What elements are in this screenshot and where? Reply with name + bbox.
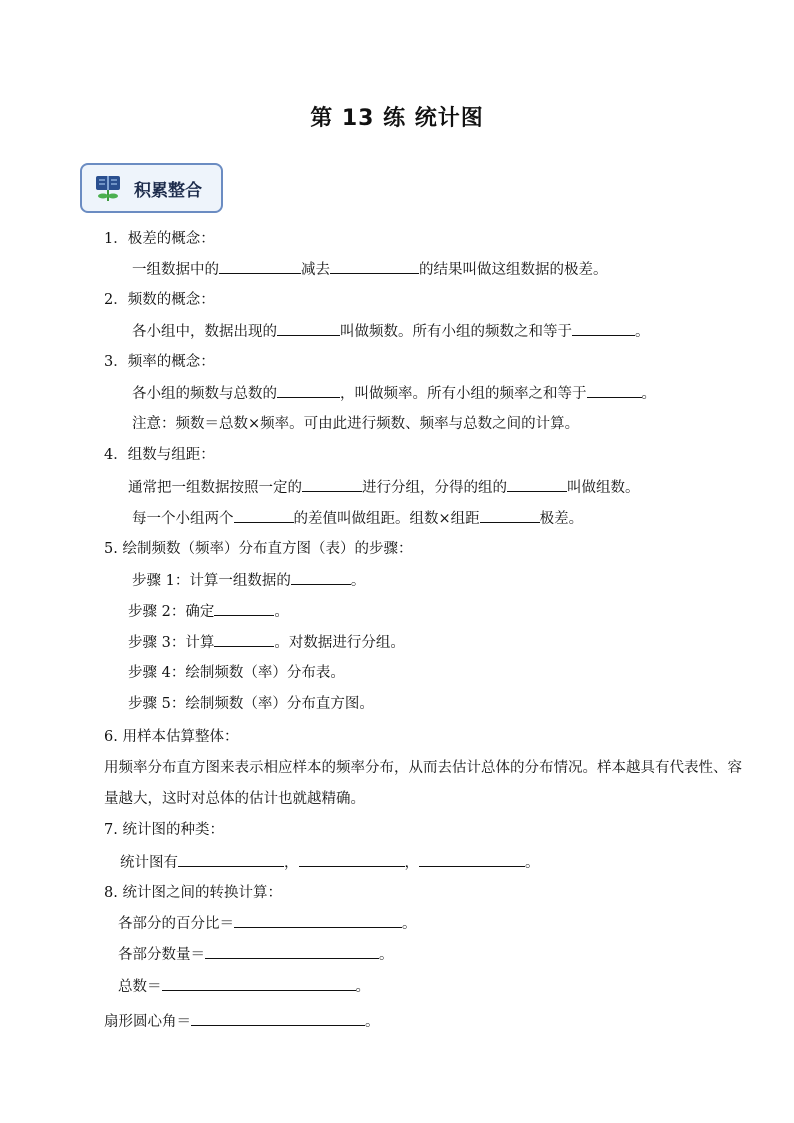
item-6-paragraph-line-1: 用频率分布直方图来表示相应样本的频率分布，从而去估计总体的分布情况。样本越具有代表性、容 xyxy=(104,760,742,776)
page-title: 第 13 练 统计图 xyxy=(310,106,484,131)
item-7-end: 。 xyxy=(525,855,540,871)
item-7-text: 统计图有 xyxy=(120,855,178,871)
item-7-blank-3[interactable] xyxy=(419,852,525,867)
item-5-step-3 xyxy=(128,632,405,653)
item-8-quantity-line xyxy=(118,944,394,965)
item-2-line xyxy=(132,321,650,342)
item-7-heading: 7. 统计图的种类： xyxy=(104,822,224,838)
item-3-text-b: ，叫做频率。所有小组的频率之和等于 xyxy=(340,386,587,402)
item-4-blank-4[interactable] xyxy=(480,508,540,523)
item-3-text-c: 。 xyxy=(641,386,656,402)
section-badge-label: 积累整合 xyxy=(134,181,202,201)
item-5-step-1-end: 。 xyxy=(350,573,366,589)
item-8-total-line xyxy=(118,976,370,997)
item-8-percent-blank[interactable] xyxy=(234,913,402,928)
item-3-heading: 3．频率的概念： xyxy=(104,354,215,370)
item-7-line xyxy=(120,852,540,873)
item-4-heading: 4．组数与组距： xyxy=(104,447,215,463)
item-1-blank-2[interactable] xyxy=(330,259,419,274)
item-4-line-1 xyxy=(128,477,640,498)
item-8-quantity-text: 各部分数量＝ xyxy=(118,947,205,963)
item-4-text-a: 通常把一组数据按照一定的 xyxy=(128,480,302,496)
item-2-blank-2[interactable] xyxy=(572,321,635,336)
item-7-sep-2: ， xyxy=(404,855,419,871)
item-8-total-blank[interactable] xyxy=(162,976,356,991)
item-8-heading: 8. 统计图之间的转换计算： xyxy=(104,885,282,901)
item-8-angle-blank[interactable] xyxy=(191,1011,365,1026)
item-3-note: 注意：频数＝总数×频率。可由此进行频数、频率与总数之间的计算。 xyxy=(132,416,580,432)
item-5-step-2-end: 。 xyxy=(274,604,289,620)
item-1-heading: 1．极差的概念： xyxy=(104,231,215,247)
item-4-line-2 xyxy=(132,508,583,529)
item-5-step-3-end: 。对数据进行分组。 xyxy=(274,635,405,651)
item-7-blank-1[interactable] xyxy=(178,852,284,867)
item-5-step-3-text: 步骤 3：计算 xyxy=(128,635,215,651)
item-5-step-2-blank[interactable] xyxy=(214,601,274,616)
item-5-step-4: 步骤 4：绘制频数（率）分布表。 xyxy=(128,665,345,681)
item-8-percent-text: 各部分的百分比＝ xyxy=(118,916,234,932)
item-1-text-a: 一组数据中的 xyxy=(132,262,219,278)
item-2-text-b: 叫做频数。所有小组的频数之和等于 xyxy=(340,324,572,340)
item-4-blank-3[interactable] xyxy=(234,508,294,523)
item-8-angle-line xyxy=(104,1011,380,1032)
item-8-total-text: 总数＝ xyxy=(118,979,162,995)
item-1-line xyxy=(132,259,608,280)
item-5-step-1-blank[interactable] xyxy=(291,570,351,585)
item-6-paragraph-line-2: 量越大，这时对总体的估计也就越精确。 xyxy=(104,791,365,807)
item-4-text-f: 极差。 xyxy=(539,511,584,527)
item-4-text-d: 每一个小组两个 xyxy=(132,511,234,527)
item-3-text-a: 各小组的频数与总数的 xyxy=(132,386,277,402)
item-3-blank-1[interactable] xyxy=(277,383,340,398)
item-1-text-c: 的结果叫做这组数据的极差。 xyxy=(419,262,608,278)
item-5-step-3-blank[interactable] xyxy=(214,632,274,647)
item-4-blank-2[interactable] xyxy=(507,477,567,492)
book-plant-icon xyxy=(92,172,124,204)
item-8-quantity-blank[interactable] xyxy=(205,944,379,959)
section-badge xyxy=(80,163,223,213)
item-5-heading: 5. 绘制频数（频率）分布直方图（表）的步骤： xyxy=(104,541,413,557)
item-5-step-1-text: 步骤 1：计算一组数据的 xyxy=(132,573,291,589)
item-5-step-2-text: 步骤 2：确定 xyxy=(128,604,215,620)
item-4-text-b: 进行分组，分得的组的 xyxy=(362,480,507,496)
item-6-heading: 6. 用样本估算整体： xyxy=(104,729,239,745)
item-4-blank-1[interactable] xyxy=(302,477,362,492)
item-7-blank-2[interactable] xyxy=(299,852,405,867)
item-7-sep-1: ， xyxy=(284,855,299,871)
item-5-step-2 xyxy=(128,601,289,622)
item-8-total-end: 。 xyxy=(355,979,370,995)
item-1-blank-1[interactable] xyxy=(219,259,301,274)
item-2-heading: 2．频数的概念： xyxy=(104,292,215,308)
item-2-text-c: 。 xyxy=(635,324,650,340)
item-8-percent-end: 。 xyxy=(402,916,417,932)
item-3-line xyxy=(132,383,656,404)
item-4-text-e: 的差值叫做组距。组数×组距 xyxy=(293,511,480,527)
item-8-angle-end: 。 xyxy=(365,1014,380,1030)
item-4-text-c: 叫做组数。 xyxy=(567,480,640,496)
item-3-blank-2[interactable] xyxy=(587,383,642,398)
item-2-blank-1[interactable] xyxy=(277,321,340,336)
item-5-step-5: 步骤 5：绘制频数（率）分布直方图。 xyxy=(128,696,374,712)
item-1-text-b: 减去 xyxy=(301,262,330,278)
item-5-step-1 xyxy=(132,570,365,591)
item-8-angle-text: 扇形圆心角＝ xyxy=(104,1014,191,1030)
item-2-text-a: 各小组中，数据出现的 xyxy=(132,324,277,340)
item-8-quantity-end: 。 xyxy=(379,947,394,963)
item-8-percent-line xyxy=(118,913,417,934)
